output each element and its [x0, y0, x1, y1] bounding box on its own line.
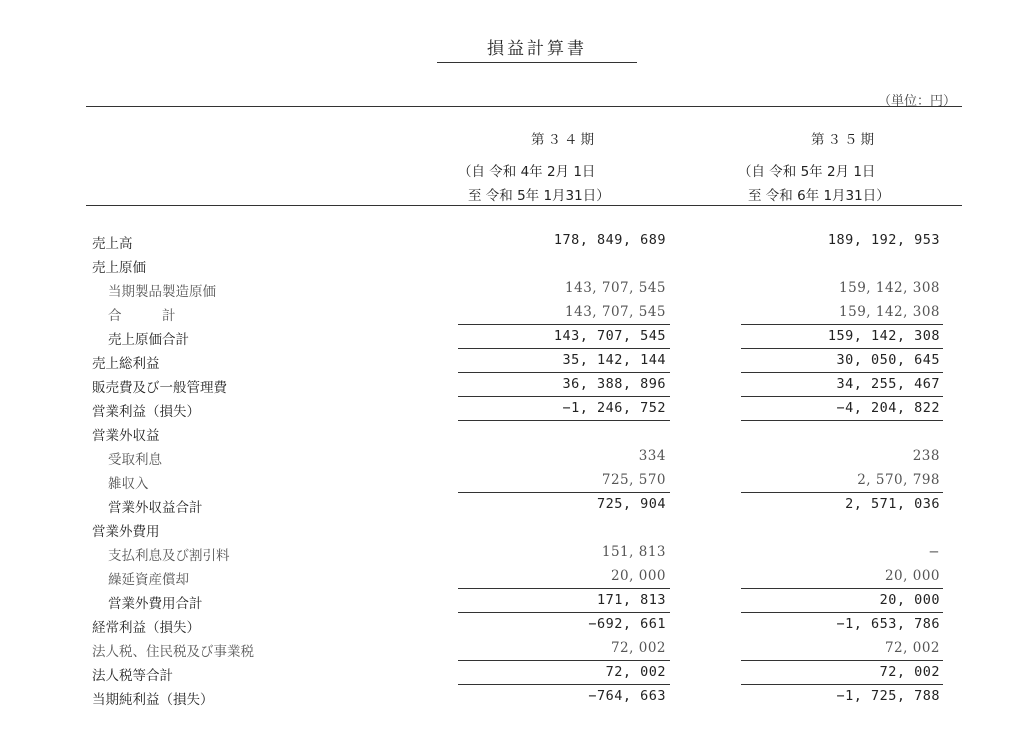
- row-value-p34: −692, 661: [588, 616, 666, 632]
- table-row: [0, 372, 1024, 396]
- row-value-p34: 72, 002: [605, 664, 666, 680]
- period-34-from: （自 令和 4年 2月 1日: [458, 164, 596, 180]
- row-label: 販売費及び一般管理費: [92, 380, 227, 396]
- row-label: 受取利息: [108, 452, 162, 468]
- table-row: [0, 516, 1024, 540]
- row-value-p35: 159, 142, 308: [839, 280, 940, 296]
- row-label: 営業外費用: [92, 524, 160, 540]
- row-label: 当期製品製造原価: [108, 284, 216, 300]
- row-value-p35: −: [928, 544, 940, 560]
- row-value-p35: 159, 142, 308: [827, 328, 940, 344]
- row-value-p35: 30, 050, 645: [836, 352, 940, 368]
- table-row: [0, 300, 1024, 324]
- table-row: [0, 564, 1024, 588]
- table-row: [0, 228, 1024, 252]
- row-label: 売上高: [92, 236, 133, 252]
- row-value-p35: −1, 725, 788: [836, 688, 940, 704]
- row-value-p35: 72, 002: [879, 664, 940, 680]
- period-35-from: （自 令和 5年 2月 1日: [738, 164, 876, 180]
- row-value-p34: 171, 813: [596, 592, 666, 608]
- row-value-p34: 151, 813: [601, 544, 666, 560]
- row-label: 法人税等合計: [92, 668, 173, 684]
- header-bottom-rule: [86, 205, 962, 206]
- row-value-p34: −1, 246, 752: [562, 400, 666, 416]
- period-34-name: 第３４期: [531, 132, 597, 148]
- row-label: 営業外収益: [92, 428, 160, 444]
- row-label: 雑収入: [108, 476, 149, 492]
- table-row: [0, 636, 1024, 660]
- row-label: 売上原価合計: [108, 332, 189, 348]
- period-35-to: 至 令和 6年 1月31日）: [748, 188, 890, 204]
- row-value-p35: 20, 000: [879, 592, 940, 608]
- row-label: 売上原価: [92, 260, 146, 276]
- table-row: [0, 588, 1024, 612]
- row-label: 当期純利益（損失）: [92, 692, 214, 708]
- row-value-p34: −764, 663: [588, 688, 666, 704]
- row-value-p35: 189, 192, 953: [827, 232, 940, 248]
- period-34-to: 至 令和 5年 1月31日）: [468, 188, 610, 204]
- row-value-p34: 178, 849, 689: [553, 232, 666, 248]
- row-label: 営業外費用合計: [108, 596, 203, 612]
- row-value-p35: 159, 142, 308: [839, 304, 940, 320]
- row-label: 法人税、住民税及び事業税: [92, 644, 254, 660]
- table-row: [0, 444, 1024, 468]
- row-value-p35: 2, 571, 036: [845, 496, 940, 512]
- row-value-p34: 20, 000: [610, 568, 666, 584]
- row-value-p34: 143, 707, 545: [565, 304, 666, 320]
- row-value-p35: 72, 002: [884, 640, 940, 656]
- table-row: [0, 396, 1024, 420]
- table-row: [0, 612, 1024, 636]
- row-value-p35: −4, 204, 822: [836, 400, 940, 416]
- header-top-rule: [86, 106, 962, 107]
- table-row: [0, 492, 1024, 516]
- table-row: [0, 540, 1024, 564]
- row-value-p35: 238: [912, 448, 940, 464]
- row-value-p34: 143, 707, 545: [553, 328, 666, 344]
- row-label: 経常利益（損失）: [92, 620, 200, 636]
- row-value-p34: 725, 904: [596, 496, 666, 512]
- table-row: [0, 468, 1024, 492]
- document-title: 損益計算書: [437, 34, 637, 63]
- table-row: [0, 252, 1024, 276]
- row-label: 売上総利益: [92, 356, 160, 372]
- row-label: 繰延資産償却: [108, 572, 189, 588]
- row-label: 営業利益（損失）: [92, 404, 200, 420]
- row-value-p35: 20, 000: [884, 568, 940, 584]
- table-row: [0, 420, 1024, 444]
- row-label: 支払利息及び割引料: [108, 548, 230, 564]
- unit-note: （単位：円）: [877, 94, 956, 109]
- table-row: [0, 684, 1024, 708]
- table-row: [0, 348, 1024, 372]
- row-value-p34: 35, 142, 144: [562, 352, 666, 368]
- row-value-p34: 334: [638, 448, 666, 464]
- table-row: [0, 660, 1024, 684]
- row-value-p34: 72, 002: [610, 640, 666, 656]
- row-label: 合 計: [108, 308, 176, 324]
- row-value-p34: 143, 707, 545: [565, 280, 666, 296]
- period-35-name: 第３５期: [811, 132, 877, 148]
- row-value-p34: 36, 388, 896: [562, 376, 666, 392]
- row-value-p34: 725, 570: [601, 472, 666, 488]
- row-label: 営業外収益合計: [108, 500, 203, 516]
- row-value-p35: 2, 570, 798: [857, 472, 940, 488]
- row-value-p35: −1, 653, 786: [836, 616, 940, 632]
- table-row: [0, 324, 1024, 348]
- table-row: [0, 276, 1024, 300]
- row-value-p35: 34, 255, 467: [836, 376, 940, 392]
